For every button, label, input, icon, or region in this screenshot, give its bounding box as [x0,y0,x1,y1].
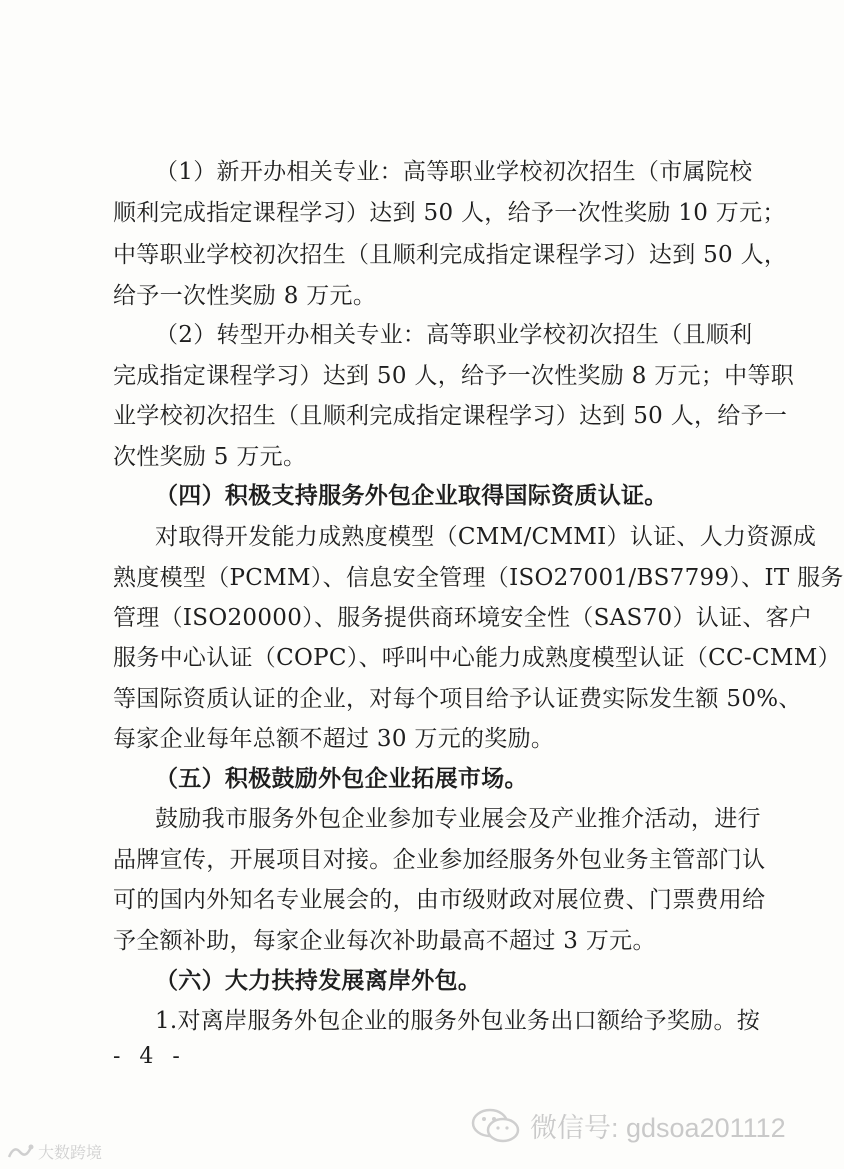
wechat-icon [470,1107,522,1145]
wechat-id-text: 微信号: gdsoa201112 [530,1113,786,1143]
text-line: 顺利完成指定课程学习）达到 50 人，给予一次性奖励 10 万元； [113,200,786,226]
brand-text: 大数跨境 [38,1145,103,1162]
text-line: 1.对离岸服务外包企业的服务外包业务出口额给予奖励。按 [155,1008,761,1034]
text-line: 完成指定课程学习）达到 50 人，给予一次性奖励 8 万元；中等职 [113,363,795,389]
text-line: 鼓励我市服务外包企业参加专业展会及产业推介活动，进行 [155,806,761,832]
brand-watermark [6,1140,102,1163]
text-line: 服务中心认证（COPC）、呼叫中心能力成熟度模型认证（CC-CMM） [113,645,841,671]
text-line: 业学校初次招生（且顺利完成指定课程学习）达到 50 人，给予一 [113,403,788,429]
text-line: 熟度模型（PCMM）、信息安全管理（ISO27001/BS7799）、IT 服务 [113,565,844,591]
section-heading: （六）大力扶持发展离岸外包。 [155,967,482,994]
text-line: 中等职业学校初次招生（且顺利完成指定课程学习）达到 50 人， [113,242,788,268]
wechat-watermark [470,1106,786,1145]
text-line: 予全额补助，每家企业每次补助最高不超过 3 万元。 [113,928,656,954]
section-heading: （四）积极支持服务外包企业取得国际资质认证。 [155,482,668,509]
text-line: （1）新开办相关专业：高等职业学校初次招生（市属院校 [155,159,753,185]
text-line: 可的国内外知名专业展会的，由市级财政对展位费、门票费用给 [113,887,766,913]
text-line: 等国际资质认证的企业，对每个项目给予认证费实际发生额 50%、 [113,686,802,712]
text-line: 次性奖励 5 万元。 [113,444,307,470]
text-line: 给予一次性奖励 8 万元。 [113,283,377,309]
text-line: 每家企业每年总额不超过 30 万元的奖励。 [113,726,555,752]
text-line: 对取得开发能力成熟度模型（CMM/CMMI）认证、人力资源成 [155,524,817,550]
page-number: - 4 - [113,1044,186,1069]
text-line: 管理（ISO20000）、服务提供商环境安全性（SAS70）认证、客户 [113,605,813,631]
section-heading: （五）积极鼓励外包企业拓展市场。 [155,765,528,792]
text-line: （2）转型开办相关专业：高等职业学校初次招生（且顺利 [155,322,753,348]
brand-logo-icon [6,1142,34,1162]
text-line: 品牌宣传，开展项目对接。企业参加经服务外包业务主管部门认 [113,847,766,873]
